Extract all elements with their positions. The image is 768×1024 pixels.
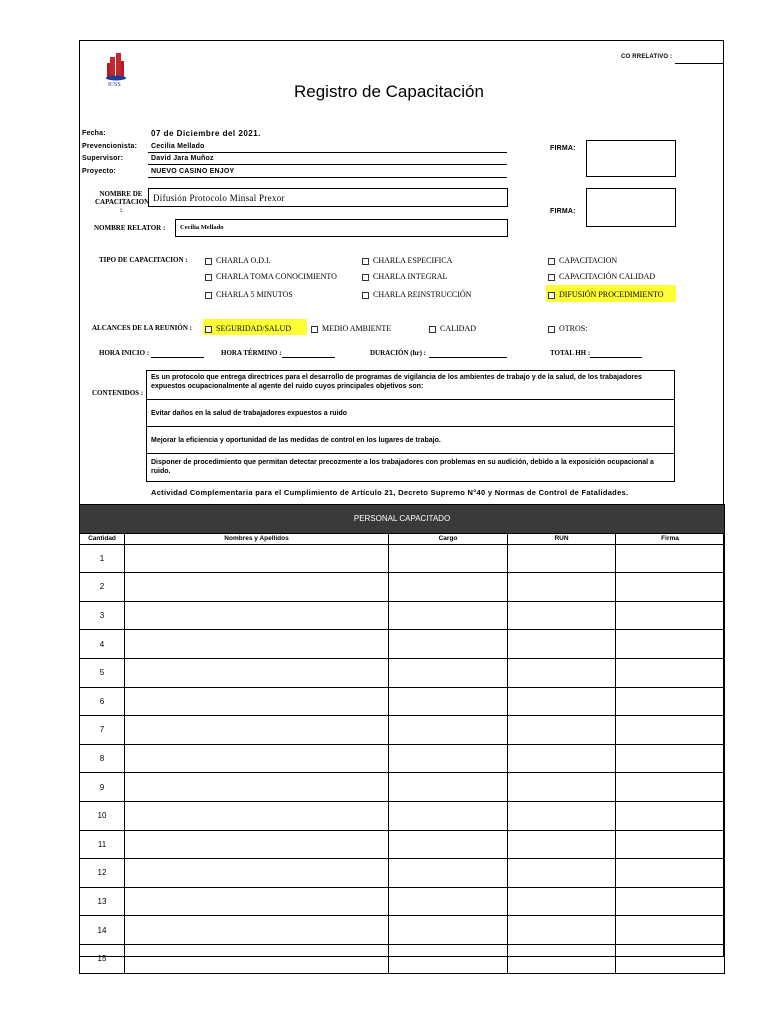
supervisor-underline [148,164,507,165]
duracion-field[interactable] [429,357,507,358]
supervisor-value[interactable]: David Jara Muñoz [151,155,214,162]
firma-label-2: FIRMA: [550,208,576,215]
nombre-cell[interactable] [125,573,389,602]
run-cell[interactable] [508,916,616,945]
table-row [80,601,725,630]
option-label: MEDIO AMBIENTE [322,324,392,333]
run-cell[interactable] [508,830,616,859]
checkbox[interactable] [362,258,369,265]
nombre-cell[interactable] [125,801,389,830]
row-number: 12 [80,859,125,888]
nombre-cell[interactable] [125,658,389,687]
table-row [80,744,725,773]
option-charla-5-minutos[interactable] [205,290,293,300]
option-label: CHARLA 5 MINUTOS [216,290,293,299]
option-charla-integral[interactable] [362,272,447,282]
col-cantidad: Cantidad [80,533,125,544]
table-row [80,544,725,573]
prevencionista-underline [148,152,507,153]
option-label: CALIDAD [440,324,476,333]
table-row [80,944,725,973]
cargo-cell[interactable] [389,687,508,716]
col-cargo: Cargo [389,533,508,544]
footer-note: Actividad Complementaria para el Cumplimiento de Artículo 21, Decreto Supremo N°40 y Normas de Control de Fatalidades. [151,488,629,497]
firma-box-1[interactable] [586,140,676,177]
run-cell[interactable] [508,573,616,602]
contenido-row-2: Evitar daños en la salud de trabajadores expuestos a ruido [147,399,674,426]
option-label: CHARLA REINSTRUCCIÓN [373,290,472,299]
option-capacitacion[interactable] [548,256,617,266]
checkbox[interactable] [548,258,555,265]
prevencionista-label: Prevencionista: [82,143,138,150]
checkbox[interactable] [548,292,555,299]
run-cell[interactable] [508,773,616,802]
nombre-cell[interactable] [125,744,389,773]
fecha-value: 07 de Diciembre del 2021. [151,129,261,138]
run-cell[interactable] [508,859,616,888]
run-cell[interactable] [508,801,616,830]
cargo-cell[interactable] [389,830,508,859]
option-otros[interactable] [548,324,587,334]
run-cell[interactable] [508,630,616,659]
option-charla-toma-conocimiento[interactable] [205,272,337,282]
contenidos-box [146,370,675,482]
option-label: DIFUSIÓN PROCEDIMIENTO [559,290,664,299]
checkbox[interactable] [429,326,436,333]
firma-cell[interactable] [616,744,725,773]
hora-termino-label: HORA TÉRMINO : [221,349,282,357]
cargo-cell[interactable] [389,916,508,945]
firma-cell[interactable] [616,658,725,687]
run-cell[interactable] [508,716,616,745]
proyecto-value[interactable]: NUEVO CASINO ENJOY [151,168,235,175]
hora-inicio-label: HORA INICIO : [99,349,150,357]
nombre-relator-value: Cecilia Mellado [180,224,224,231]
table-row [80,630,725,659]
nombre-cell[interactable] [125,601,389,630]
nombre-capacitacion-field[interactable] [148,188,508,207]
row-number: 2 [80,573,125,602]
table-row [80,801,725,830]
cargo-cell[interactable] [389,944,508,973]
nombre-cell[interactable] [125,687,389,716]
row-number: 5 [80,658,125,687]
firma-cell[interactable] [616,687,725,716]
firma-cell[interactable] [616,544,725,573]
option-label: CHARLA TOMA CONOCIMIENTO [216,272,337,281]
logo-text: ICSS [108,82,121,88]
checkbox[interactable] [205,292,212,299]
total-hh-label: TOTAL HH : [550,349,591,357]
firma-cell[interactable] [616,716,725,745]
firma-cell[interactable] [616,944,725,973]
firma-cell[interactable] [616,830,725,859]
table-row [80,830,725,859]
row-number: 8 [80,744,125,773]
row-number: 14 [80,916,125,945]
row-number: 15 [80,944,125,973]
option-calidad[interactable] [429,324,476,334]
row-number: 6 [80,687,125,716]
option-label: CHARLA O.D.I. [216,256,271,265]
row-number: 3 [80,601,125,630]
checkbox[interactable] [548,274,555,281]
cargo-cell[interactable] [389,601,508,630]
firma-cell[interactable] [616,601,725,630]
firma-cell[interactable] [616,573,725,602]
col-firma: Firma [616,533,725,544]
hora-inicio-field[interactable] [151,357,204,358]
run-cell[interactable] [508,887,616,916]
option-charla-reinstruccion[interactable] [362,290,471,300]
contenidos-label: CONTENIDOS : [92,389,144,397]
total-hh-field[interactable] [590,357,642,358]
option-medio-ambiente[interactable] [311,324,391,334]
option-label: SEGURIDAD/SALUD [216,324,292,333]
run-cell[interactable] [508,687,616,716]
nombre-cell[interactable] [125,887,389,916]
option-charla-especifica[interactable] [362,256,452,266]
proyecto-label: Proyecto: [82,168,117,175]
cargo-cell[interactable] [389,630,508,659]
firma-cell[interactable] [616,887,725,916]
correlativo-label: CO RRELATIVO : [621,54,673,60]
row-number: 7 [80,716,125,745]
checkbox[interactable] [362,292,369,299]
firma-cell[interactable] [616,916,725,945]
fecha-label: Fecha: [82,130,106,137]
row-number: 1 [80,544,125,573]
nombre-capacitacion-label [95,190,150,214]
row-number: 13 [80,887,125,916]
page-title: Registro de Capacitación [294,82,484,101]
cargo-cell[interactable] [389,573,508,602]
nombre-cell[interactable] [125,544,389,573]
row-number: 10 [80,801,125,830]
nombre-cell[interactable] [125,773,389,802]
hora-termino-field[interactable] [282,357,335,358]
nombre-cell[interactable] [125,859,389,888]
checkbox[interactable] [205,258,212,265]
firma-cell[interactable] [616,801,725,830]
col-nombres: Nombres y Apellidos [125,533,389,544]
proyecto-underline [148,177,507,178]
table-row [80,887,725,916]
table-row [80,658,725,687]
col-run: RUN [508,533,616,544]
personal-capacitado-band: PERSONAL CAPACITADO [80,505,725,534]
checkbox[interactable] [311,326,318,333]
cargo-cell[interactable] [389,744,508,773]
supervisor-label: Supervisor: [82,155,124,162]
cargo-cell[interactable] [389,801,508,830]
row-number: 11 [80,830,125,859]
alcances-label: ALCANCES DE LA REUNIÓN : [92,324,192,332]
run-cell[interactable] [508,658,616,687]
table-row [80,773,725,802]
table-row [80,573,725,602]
cargo-cell[interactable] [389,887,508,916]
cargo-cell[interactable] [389,658,508,687]
checkbox[interactable] [548,326,555,333]
nombre-capacitacion-label-line2: CAPACITACION : [95,198,150,214]
option-seguridad-salud[interactable] [205,324,291,334]
nombre-cell[interactable] [125,830,389,859]
firma-cell[interactable] [616,630,725,659]
contenido-row-1: Es un protocolo que entrega directrices para el desarrollo de programas de vigilancia de los ambientes de trabajo y de la salud, de los trabajadores expuestos ocupacionalmente al agente del ruido cuyos principales objetivos son: [151,374,642,390]
option-label: CHARLA ESPECIFICA [373,256,453,265]
personal-table [79,504,725,974]
nombre-relator-label: NOMBRE RELATOR : [94,224,166,232]
cargo-cell[interactable] [389,544,508,573]
nombre-capacitacion-value: Difusión Protocolo Minsal Prexor [153,193,285,203]
nombre-cell[interactable] [125,630,389,659]
option-capacitacion-calidad[interactable] [548,272,655,282]
checkbox[interactable] [205,326,212,333]
run-cell[interactable] [508,544,616,573]
cargo-cell[interactable] [389,859,508,888]
nombre-capacitacion-label-line1: NOMBRE DE [99,190,143,198]
checkbox[interactable] [205,274,212,281]
option-charla-odi[interactable] [205,256,271,266]
firma-cell[interactable] [616,859,725,888]
run-cell[interactable] [508,601,616,630]
table-row [80,716,725,745]
tipo-capacitacion-label: TIPO DE CAPACITACION : [99,256,188,264]
firma-box-2[interactable] [586,188,676,227]
run-cell[interactable] [508,744,616,773]
option-label: CAPACITACIÓN CALIDAD [559,272,656,281]
option-label: CHARLA INTEGRAL [373,272,448,281]
firma-label-1: FIRMA: [550,145,576,152]
contenido-row-3: Mejorar la eficiencia y oportunidad de las medidas de control en los lugares de trabajo. [147,426,674,453]
cargo-cell[interactable] [389,716,508,745]
prevencionista-value[interactable]: Cecilia Mellado [151,143,205,150]
option-label: CAPACITACION [559,256,618,265]
table-row [80,916,725,945]
row-number: 9 [80,773,125,802]
checkbox[interactable] [362,274,369,281]
table-row [80,859,725,888]
cargo-cell[interactable] [389,773,508,802]
firma-cell[interactable] [616,773,725,802]
contenido-row-4: Disponer de procedimiento que permitan detectar precozmente a los trabajadores con problemas en su audición, debido a la exposición ocupacional a ruido. [147,453,674,482]
correlativo-field[interactable] [675,63,723,64]
nombre-cell[interactable] [125,716,389,745]
nombre-relator-field[interactable] [175,219,508,237]
nombre-cell[interactable] [125,916,389,945]
option-label: OTROS: [559,324,588,333]
duracion-label: DURACIÓN (hr) : [370,349,426,357]
table-row [80,687,725,716]
nombre-cell[interactable] [125,944,389,973]
option-difusion-procedimiento[interactable] [548,290,664,300]
run-cell[interactable] [508,944,616,973]
row-number: 4 [80,630,125,659]
